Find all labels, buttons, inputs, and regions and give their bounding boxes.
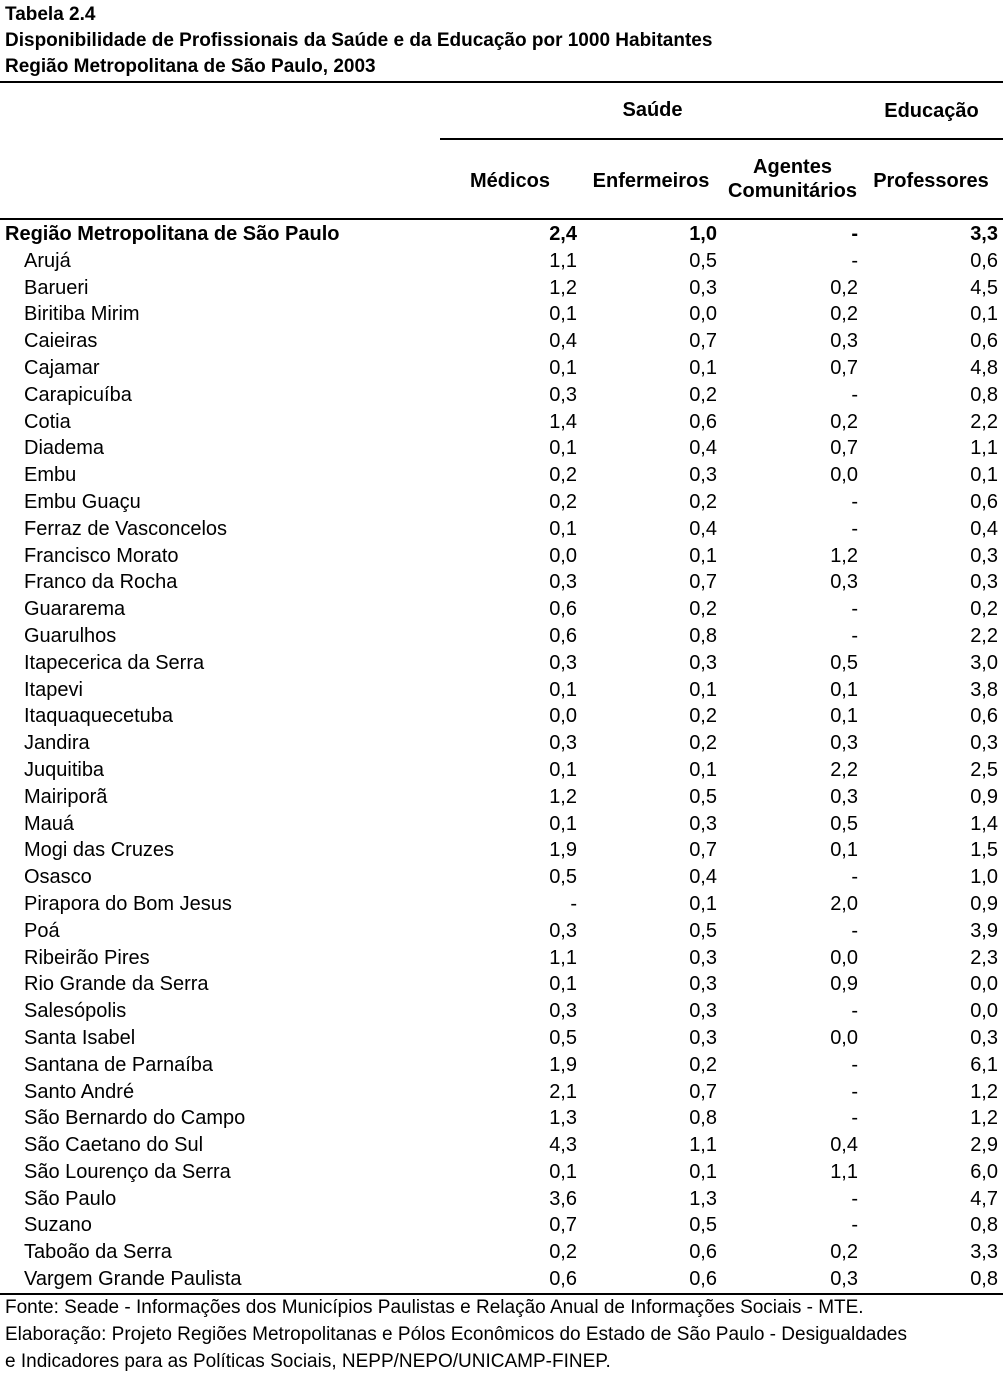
- cell-agentes: 0,7: [830, 437, 858, 460]
- cell-enfermeiros: 0,1: [689, 1160, 717, 1183]
- table-row: [0, 569, 1003, 596]
- cell-enfermeiros: 0,6: [689, 1241, 717, 1264]
- cell-professores: 2,5: [970, 758, 998, 781]
- row-name: São Bernardo do Campo: [24, 1107, 246, 1130]
- cell-professores: 3,3: [970, 223, 998, 245]
- cell-medicos: 0,2: [549, 464, 577, 487]
- row-name: Região Metropolitana de São Paulo: [5, 223, 340, 245]
- cell-agentes: 1,1: [830, 1160, 858, 1183]
- row-name: Santa Isabel: [24, 1026, 136, 1049]
- header-enfermeiros: Enfermeiros: [592, 170, 710, 192]
- cell-enfermeiros: 0,5: [689, 785, 717, 808]
- cell-agentes: -: [851, 517, 858, 540]
- cell-enfermeiros: 0,2: [689, 490, 717, 513]
- cell-agentes: -: [851, 490, 858, 513]
- cell-agentes: 0,3: [830, 732, 858, 755]
- cell-medicos: 0,3: [549, 919, 577, 942]
- cell-medicos: 0,1: [549, 356, 577, 379]
- table-row: [0, 1132, 1003, 1159]
- cell-medicos: 0,0: [549, 544, 577, 567]
- cell-professores: 0,3: [970, 571, 998, 594]
- header-agentes-line1: Agentes: [753, 156, 832, 178]
- cell-enfermeiros: 0,2: [689, 705, 717, 728]
- row-name: São Paulo: [24, 1187, 117, 1210]
- cell-professores: 6,1: [970, 1053, 998, 1076]
- cell-agentes: 1,2: [830, 544, 858, 567]
- cell-medicos: 0,1: [549, 973, 577, 996]
- row-name: Franco da Rocha: [24, 571, 178, 594]
- table-row: [0, 891, 1003, 918]
- row-name: Pirapora do Bom Jesus: [24, 892, 232, 915]
- row-name: Jandira: [24, 732, 90, 755]
- cell-agentes: -: [851, 1187, 858, 1210]
- cell-agentes: 0,3: [830, 571, 858, 594]
- table-row: [0, 248, 1003, 275]
- cell-medicos: 0,1: [549, 758, 577, 781]
- cell-professores: 3,0: [970, 651, 998, 674]
- footer-elaboration: Elaboração: Projeto Regiões Metropolitanas e Pólos Econômicos do Estado de São Paulo - Desigualdades: [5, 1324, 907, 1345]
- row-name: Itapevi: [24, 678, 83, 701]
- table-row: [0, 275, 1003, 302]
- cell-enfermeiros: 0,3: [689, 1026, 717, 1049]
- row-name: Barueri: [24, 276, 89, 299]
- table-row: [0, 1266, 1003, 1293]
- cell-enfermeiros: 0,1: [689, 758, 717, 781]
- cell-agentes: 0,1: [830, 705, 858, 728]
- cell-enfermeiros: 0,7: [689, 330, 717, 353]
- cell-agentes: 0,1: [830, 678, 858, 701]
- table-row: [0, 998, 1003, 1025]
- cell-medicos: 0,0: [549, 705, 577, 728]
- cell-enfermeiros: 0,1: [689, 892, 717, 915]
- header-rule: [0, 218, 1003, 220]
- cell-professores: 0,8: [970, 1268, 998, 1291]
- cell-medicos: 0,1: [549, 812, 577, 835]
- cell-agentes: 0,2: [830, 410, 858, 433]
- cell-medicos: 1,9: [549, 1053, 577, 1076]
- cell-professores: 1,2: [970, 1080, 998, 1103]
- table-row: [0, 1105, 1003, 1132]
- cell-professores: 0,4: [970, 517, 998, 540]
- table-row: [0, 1239, 1003, 1266]
- row-name: Cajamar: [24, 356, 100, 379]
- cell-agentes: -: [851, 624, 858, 647]
- cell-agentes: 0,0: [830, 464, 858, 487]
- cell-medicos: 0,3: [549, 732, 577, 755]
- cell-medicos: 1,9: [549, 839, 577, 862]
- table-row: [0, 1025, 1003, 1052]
- cell-enfermeiros: 0,6: [689, 1268, 717, 1291]
- cell-professores: 0,3: [970, 1026, 998, 1049]
- cell-enfermeiros: 0,1: [689, 678, 717, 701]
- row-name: Ribeirão Pires: [24, 946, 150, 969]
- cell-professores: 0,9: [970, 892, 998, 915]
- header-group-educacao: Educação: [884, 100, 979, 122]
- row-name: Osasco: [24, 866, 92, 889]
- cell-agentes: -: [851, 1080, 858, 1103]
- cell-agentes: 2,2: [830, 758, 858, 781]
- cell-enfermeiros: 0,7: [689, 1080, 717, 1103]
- footer-source: Fonte: Seade - Informações dos Municípios Paulistas e Relação Anual de Informações Sociais - MTE.: [5, 1297, 864, 1318]
- header-agentes: [720, 155, 865, 203]
- cell-agentes: -: [851, 866, 858, 889]
- header-group-saude: Saúde: [622, 99, 683, 121]
- cell-professores: 0,6: [970, 705, 998, 728]
- cell-professores: 3,3: [970, 1241, 998, 1264]
- cell-medicos: 1,3: [549, 1107, 577, 1130]
- cell-enfermeiros: 0,3: [689, 973, 717, 996]
- cell-agentes: -: [851, 1000, 858, 1023]
- row-name: Ferraz de Vasconcelos: [24, 517, 228, 540]
- row-name: Guararema: [24, 598, 126, 621]
- cell-professores: 0,9: [970, 785, 998, 808]
- row-name: Salesópolis: [24, 1000, 127, 1023]
- cell-medicos: 0,1: [549, 303, 577, 326]
- cell-enfermeiros: 0,2: [689, 598, 717, 621]
- top-rule: [0, 81, 1003, 83]
- footer-elaboration-cont: e Indicadores para as Políticas Sociais, NEPP/NEPO/UNICAMP-FINEP.: [5, 1351, 611, 1372]
- cell-enfermeiros: 0,3: [689, 276, 717, 299]
- cell-agentes: 0,0: [830, 946, 858, 969]
- cell-enfermeiros: 1,1: [689, 1134, 717, 1157]
- row-name: Vargem Grande Paulista: [24, 1268, 242, 1291]
- cell-professores: 0,3: [970, 732, 998, 755]
- cell-enfermeiros: 0,5: [689, 249, 717, 272]
- cell-agentes: 0,3: [830, 330, 858, 353]
- cell-professores: 2,2: [970, 624, 998, 647]
- cell-medicos: 0,2: [549, 490, 577, 513]
- table-row: [0, 703, 1003, 730]
- cell-agentes: 0,3: [830, 1268, 858, 1291]
- table-caption: Disponibilidade de Profissionais da Saúde e da Educação por 1000 Habitantes: [5, 30, 713, 51]
- cell-medicos: 0,6: [549, 624, 577, 647]
- cell-enfermeiros: 0,7: [689, 839, 717, 862]
- row-name: Santo André: [24, 1080, 135, 1103]
- cell-enfermeiros: 0,0: [689, 303, 717, 326]
- cell-medicos: 0,6: [549, 1268, 577, 1291]
- table-row: [0, 1079, 1003, 1106]
- cell-medicos: 4,3: [549, 1134, 577, 1157]
- cell-professores: 0,6: [970, 330, 998, 353]
- table-row: [0, 543, 1003, 570]
- cell-professores: 1,2: [970, 1107, 998, 1130]
- row-name: Itapecerica da Serra: [24, 651, 205, 674]
- table-row: [0, 730, 1003, 757]
- cell-medicos: 0,1: [549, 678, 577, 701]
- cell-agentes: 0,5: [830, 651, 858, 674]
- row-name: Biritiba Mirim: [24, 303, 140, 326]
- row-name: Arujá: [24, 249, 71, 272]
- table-row: [0, 650, 1003, 677]
- cell-medicos: 0,1: [549, 517, 577, 540]
- cell-medicos: 2,4: [549, 223, 577, 245]
- cell-professores: 4,5: [970, 276, 998, 299]
- cell-agentes: -: [851, 598, 858, 621]
- row-name: São Lourenço da Serra: [24, 1160, 231, 1183]
- cell-agentes: -: [851, 383, 858, 406]
- row-name: Rio Grande da Serra: [24, 973, 209, 996]
- table-row: [0, 623, 1003, 650]
- row-name: Cotia: [24, 410, 71, 433]
- cell-professores: 0,3: [970, 544, 998, 567]
- header-professores: Professores: [873, 170, 989, 192]
- row-name: Poá: [24, 919, 60, 942]
- cell-enfermeiros: 0,3: [689, 946, 717, 969]
- table-row: [0, 1159, 1003, 1186]
- row-name: Embu Guaçu: [24, 490, 141, 513]
- cell-agentes: 0,4: [830, 1134, 858, 1157]
- cell-agentes: 0,3: [830, 785, 858, 808]
- cell-enfermeiros: 0,5: [689, 1214, 717, 1237]
- cell-medicos: 0,3: [549, 571, 577, 594]
- table-row: [0, 1052, 1003, 1079]
- cell-enfermeiros: 0,3: [689, 651, 717, 674]
- cell-agentes: -: [851, 249, 858, 272]
- cell-professores: 0,1: [970, 464, 998, 487]
- cell-professores: 1,4: [970, 812, 998, 835]
- table-row: [0, 596, 1003, 623]
- cell-professores: 4,8: [970, 356, 998, 379]
- cell-medicos: 0,5: [549, 1026, 577, 1049]
- cell-medicos: 0,7: [549, 1214, 577, 1237]
- table-row: [0, 1212, 1003, 1239]
- table-row: [0, 462, 1003, 489]
- header-medicos: Médicos: [469, 170, 551, 192]
- cell-professores: 0,8: [970, 1214, 998, 1237]
- table-row: [0, 355, 1003, 382]
- cell-enfermeiros: 1,3: [689, 1187, 717, 1210]
- table-row: [0, 677, 1003, 704]
- cell-medicos: 1,2: [549, 785, 577, 808]
- table-number: Tabela 2.4: [5, 4, 96, 25]
- cell-medicos: 1,4: [549, 410, 577, 433]
- table-row: [0, 864, 1003, 891]
- table-row: [0, 409, 1003, 436]
- cell-medicos: 0,3: [549, 1000, 577, 1023]
- cell-professores: 3,9: [970, 919, 998, 942]
- cell-professores: 0,0: [970, 1000, 998, 1023]
- row-name: Itaquaquecetuba: [24, 705, 174, 728]
- cell-professores: 1,5: [970, 839, 998, 862]
- cell-agentes: 2,0: [830, 892, 858, 915]
- cell-medicos: 0,2: [549, 1241, 577, 1264]
- cell-enfermeiros: 0,8: [689, 624, 717, 647]
- cell-professores: 0,8: [970, 383, 998, 406]
- footer-notes: [5, 1294, 907, 1375]
- table-row: [0, 945, 1003, 972]
- row-name: Francisco Morato: [24, 544, 179, 567]
- cell-enfermeiros: 0,3: [689, 464, 717, 487]
- cell-medicos: 3,6: [549, 1187, 577, 1210]
- cell-agentes: 0,9: [830, 973, 858, 996]
- row-name: Santana de Parnaíba: [24, 1053, 214, 1076]
- cell-enfermeiros: 0,1: [689, 544, 717, 567]
- cell-enfermeiros: 0,4: [689, 437, 717, 460]
- cell-enfermeiros: 0,3: [689, 812, 717, 835]
- row-name: Suzano: [24, 1214, 92, 1237]
- cell-medicos: 0,1: [549, 437, 577, 460]
- cell-agentes: -: [851, 223, 858, 245]
- cell-agentes: -: [851, 1214, 858, 1237]
- cell-medicos: -: [570, 892, 577, 915]
- cell-agentes: -: [851, 919, 858, 942]
- table-row: [0, 301, 1003, 328]
- table-body: [0, 221, 1003, 1293]
- row-name: Mauá: [24, 812, 75, 835]
- row-name: Embu: [24, 464, 77, 487]
- cell-enfermeiros: 0,4: [689, 517, 717, 540]
- cell-medicos: 0,1: [549, 1160, 577, 1183]
- table-row: [0, 811, 1003, 838]
- cell-agentes: 0,7: [830, 356, 858, 379]
- row-name: Diadema: [24, 437, 105, 460]
- table-row-total: [0, 221, 1003, 248]
- cell-professores: 0,2: [970, 598, 998, 621]
- table-subcaption: Região Metropolitana de São Paulo, 2003: [5, 56, 376, 77]
- table-row: [0, 784, 1003, 811]
- cell-medicos: 0,3: [549, 383, 577, 406]
- table-row: [0, 328, 1003, 355]
- cell-medicos: 0,3: [549, 651, 577, 674]
- cell-professores: 1,0: [970, 866, 998, 889]
- cell-agentes: 0,5: [830, 812, 858, 835]
- header-agentes-line2: Comunitários: [728, 180, 857, 202]
- cell-agentes: 0,1: [830, 839, 858, 862]
- cell-professores: 0,6: [970, 490, 998, 513]
- cell-enfermeiros: 0,7: [689, 571, 717, 594]
- cell-agentes: 0,2: [830, 303, 858, 326]
- cell-medicos: 0,5: [549, 866, 577, 889]
- row-name: Mogi das Cruzes: [24, 839, 175, 862]
- row-name: Taboão da Serra: [24, 1241, 172, 1264]
- cell-medicos: 1,2: [549, 276, 577, 299]
- cell-professores: 2,3: [970, 946, 998, 969]
- cell-enfermeiros: 0,2: [689, 732, 717, 755]
- cell-professores: 0,1: [970, 303, 998, 326]
- cell-enfermeiros: 0,2: [689, 1053, 717, 1076]
- cell-enfermeiros: 0,5: [689, 919, 717, 942]
- cell-enfermeiros: 0,4: [689, 866, 717, 889]
- cell-professores: 2,2: [970, 410, 998, 433]
- cell-medicos: 1,1: [549, 249, 577, 272]
- row-name: Mairiporã: [24, 785, 108, 808]
- table-row: [0, 757, 1003, 784]
- table-row: [0, 1186, 1003, 1213]
- cell-agentes: 0,2: [830, 1241, 858, 1264]
- cell-agentes: -: [851, 1053, 858, 1076]
- cell-enfermeiros: 0,6: [689, 410, 717, 433]
- table-row: [0, 435, 1003, 462]
- cell-professores: 2,9: [970, 1134, 998, 1157]
- cell-professores: 0,6: [970, 249, 998, 272]
- cell-professores: 6,0: [970, 1160, 998, 1183]
- cell-professores: 3,8: [970, 678, 998, 701]
- cell-enfermeiros: 0,2: [689, 383, 717, 406]
- table-row: [0, 489, 1003, 516]
- cell-enfermeiros: 1,0: [689, 223, 717, 245]
- group-rule: [440, 138, 1003, 140]
- table-row: [0, 516, 1003, 543]
- table-row: [0, 837, 1003, 864]
- cell-professores: 0,0: [970, 973, 998, 996]
- cell-medicos: 0,6: [549, 598, 577, 621]
- cell-enfermeiros: 0,3: [689, 1000, 717, 1023]
- cell-professores: 4,7: [970, 1187, 998, 1210]
- table-row: [0, 382, 1003, 409]
- table-title: [5, 2, 712, 80]
- cell-medicos: 2,1: [549, 1080, 577, 1103]
- cell-medicos: 0,4: [549, 330, 577, 353]
- cell-agentes: 0,2: [830, 276, 858, 299]
- table-row: [0, 918, 1003, 945]
- row-name: Carapicuíba: [24, 383, 132, 406]
- cell-agentes: 0,0: [830, 1026, 858, 1049]
- cell-medicos: 1,1: [549, 946, 577, 969]
- row-name: Caieiras: [24, 330, 98, 353]
- cell-enfermeiros: 0,8: [689, 1107, 717, 1130]
- cell-agentes: -: [851, 1107, 858, 1130]
- table-row: [0, 971, 1003, 998]
- row-name: Juquitiba: [24, 758, 105, 781]
- row-name: São Caetano do Sul: [24, 1134, 204, 1157]
- cell-professores: 1,1: [970, 437, 998, 460]
- cell-enfermeiros: 0,1: [689, 356, 717, 379]
- row-name: Guarulhos: [24, 624, 117, 647]
